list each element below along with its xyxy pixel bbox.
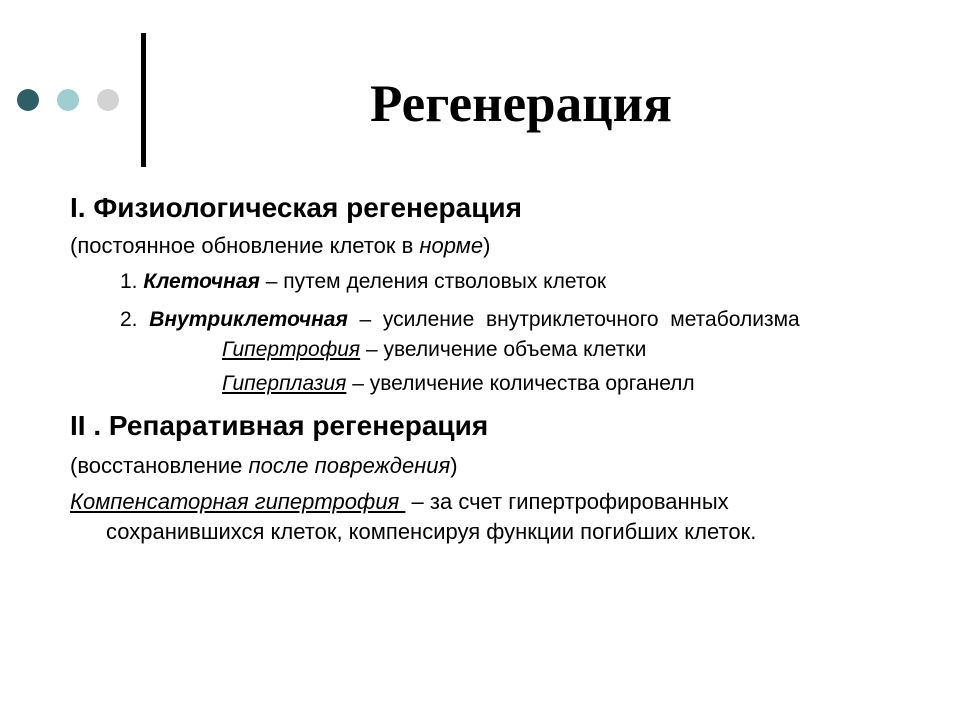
- item-description: – путем деления стволовых клеток: [259, 270, 607, 293]
- compensatory-description: – за счет гипертрофированных: [405, 489, 729, 514]
- list-item-cellular: [120, 268, 606, 296]
- sub-item-description: – увеличение объема клетки: [360, 338, 647, 361]
- sub-item-term: Гиперплазия: [222, 372, 347, 395]
- item-description: – усиление внутриклеточного метаболизма: [347, 308, 800, 331]
- accent-dot-gray: [97, 89, 119, 111]
- note-text-close: ): [483, 233, 491, 258]
- note-text: (постоянное обновление клеток в: [70, 233, 420, 258]
- sub-item-description: – увеличение количества органелл: [346, 372, 695, 395]
- physiological-heading: I. Физиологическая регенерация: [70, 192, 522, 223]
- note-text: (восстановление: [70, 453, 249, 478]
- item-term: Внутриклеточная: [149, 308, 348, 331]
- list-item-intracellular: [120, 306, 800, 334]
- note-text-close: ): [450, 453, 458, 478]
- item-number: 1.: [120, 270, 144, 293]
- item-term: Клеточная: [143, 270, 260, 293]
- compensatory-line-2: сохранившихся клеток, компенсируя функции погибших клеток.: [106, 519, 757, 544]
- note-emphasis: после повреждения: [248, 453, 451, 478]
- item-number: 2.: [120, 308, 150, 331]
- physiological-note: [70, 232, 490, 260]
- reparative-note: [70, 452, 458, 480]
- title-divider: [141, 33, 146, 167]
- sub-item-term: Гипертрофия: [222, 338, 361, 361]
- compensatory-term: Компенсаторная гипертрофия: [70, 489, 406, 514]
- reparative-heading: II . Репаративная регенерация: [70, 410, 489, 441]
- accent-dot-dark: [17, 89, 39, 111]
- slide-title: Регенерация: [370, 75, 672, 133]
- sub-item-hyperplasia: [222, 370, 695, 398]
- compensatory-line-1: [70, 488, 729, 516]
- sub-item-hypertrophy: [222, 336, 646, 364]
- note-emphasis: норме: [419, 233, 484, 258]
- accent-dot-teal: [57, 89, 79, 111]
